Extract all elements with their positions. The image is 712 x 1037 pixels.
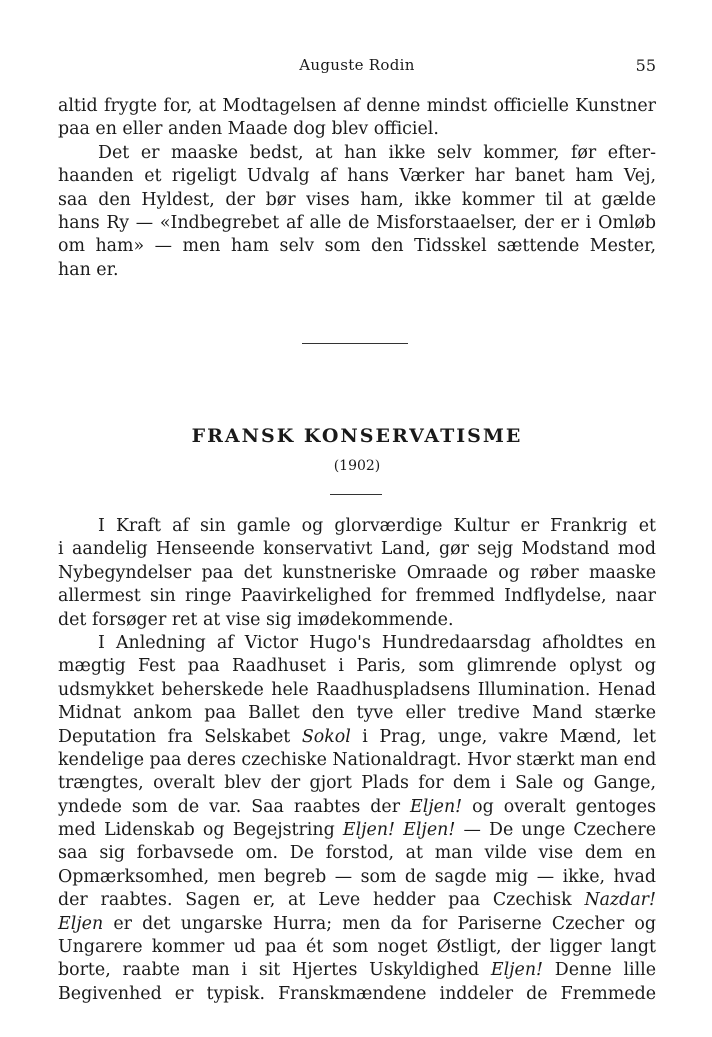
text-line: I Anledning af Victor Hugo's Hundredaarsdag afholdtes en	[98, 632, 656, 653]
text-line: det forsøger ret at vise sig imødekommende.	[58, 609, 454, 630]
italic-segment: Eljen!	[490, 960, 544, 981]
text-segment: er det ungarske Hurra; men da for Pariserne Czecher og	[113, 913, 656, 934]
text-line: paa en eller anden Maade dog blev officiel.	[58, 119, 439, 140]
running-title: Auguste Rodin	[299, 56, 415, 74]
text-line: han er.	[58, 259, 119, 280]
text-segment: og overalt gentoges	[472, 796, 657, 817]
text-line: Nybegyndelser paa det kunstneriske Omraade og røber maaske	[58, 562, 656, 583]
text-segment: der raabtes. Sagen er, at Leve hedder paa Czechisk	[58, 890, 572, 911]
text-segment: Deputation fra Selskabet	[58, 726, 291, 747]
text-line	[58, 889, 656, 912]
text-line	[58, 959, 656, 982]
italic-segment: Sokol	[301, 726, 351, 747]
text-line: mægtig Fest paa Raadhuset i Paris, som glimrende oplyst og	[58, 656, 656, 677]
text-line: udsmykket beherskede hele Raadhuspladsens Illumination. Henad	[58, 679, 656, 700]
text-line: om ham» — men ham selv som den Tidsskel sættende Mester,	[58, 236, 656, 257]
text-line: saa sig forbavsede om. De forstod, at man vilde vise dem en	[58, 843, 656, 864]
article-title: FRANSK KONSERVATISME	[191, 425, 523, 447]
page-number: 55	[635, 56, 656, 75]
text-line	[58, 796, 656, 819]
text-line: saa den Hyldest, der bør vises ham, ikke kommer til at gælde	[58, 189, 656, 210]
previous-article-ending	[58, 95, 656, 282]
text-segment: — De unge Czechere	[463, 820, 657, 841]
article-year: (1902)	[333, 458, 381, 474]
text-segment: i Prag, unge, vakre Mænd, let	[362, 726, 656, 747]
italic-segment: Nazdar!	[584, 890, 656, 911]
text-line: Ungarere kommer ud paa ét som noget Østligt, der ligger langt	[58, 937, 656, 958]
text-line: hans Ry — «Indbegrebet af alle de Misforstaaelser, der er i Omløb	[58, 212, 656, 233]
text-line: haanden et rigeligt Udvalg af hans Værker har banet ham Vej,	[58, 166, 656, 187]
text-line: Midnat ankom paa Ballet den tyve eller tredive Mand stærke	[58, 703, 656, 724]
text-line: Det er maaske bedst, at han ikke selv kommer, før efter-	[98, 142, 656, 163]
italic-segment: Eljen!	[410, 796, 463, 817]
text-segment: borte, raabte man i sit Hjertes Uskyldighed	[58, 960, 480, 981]
text-line	[58, 913, 656, 936]
article-body	[58, 515, 656, 1006]
text-line: trængtes, overalt blev der gjort Plads for dem i Sale og Gange,	[58, 773, 656, 794]
italic-segment: Eljen! Eljen!	[342, 820, 456, 841]
section-divider	[302, 343, 408, 344]
text-line: kendelige paa deres czechiske Nationaldragt. Hvor stærkt man end	[58, 749, 657, 770]
running-head	[58, 56, 656, 78]
text-line	[58, 819, 656, 842]
text-segment: med Lidenskab og Begejstring	[58, 820, 335, 841]
title-divider	[330, 494, 382, 495]
text-line: i aandelig Henseende konservativt Land, gør sejg Modstand mod	[58, 539, 656, 560]
text-line	[58, 726, 656, 749]
text-line: allermest sin ringe Paavirkelighed for fremmed Indflydelse, naar	[58, 586, 656, 607]
text-line: I Kraft af sin gamle og glorværdige Kultur er Frankrig et	[98, 516, 656, 536]
text-line: altid frygte for, at Modtagelsen af denne mindst officielle Kunstner	[58, 96, 656, 116]
text-segment: Denne lille	[554, 960, 657, 981]
italic-segment: Eljen	[58, 913, 104, 934]
text-line: Opmærksomhed, men begreb — som de sagde mig — ikke, hvad	[58, 866, 656, 887]
text-segment: yndede som de var. Saa raabtes der	[58, 796, 401, 817]
text-line: Begivenhed er typisk. Franskmændene inddeler de Fremmede	[58, 983, 656, 1004]
